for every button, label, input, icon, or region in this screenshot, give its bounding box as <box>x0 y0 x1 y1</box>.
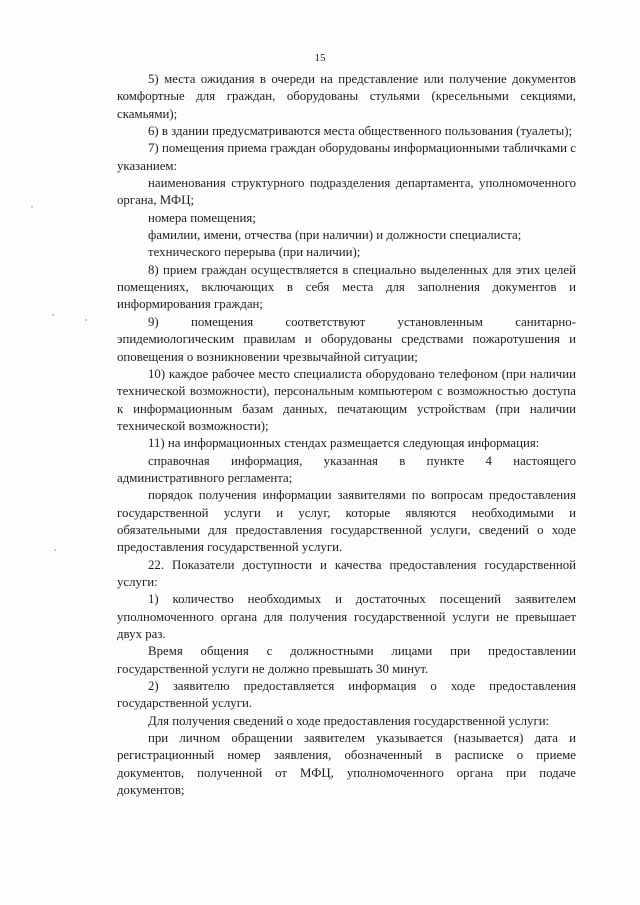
paragraph-accessibility-indicators: 22. Показатели доступности и качества предоставления государственной услуги: <box>117 557 576 589</box>
paragraph-progress-request: Для получения сведений о ходе предоставления государственной услуги: <box>148 713 550 728</box>
paragraph-reception-rooms: 8) прием граждан осуществляется в специально выделенных для этих целей помещениях, включающих в себя места для заполнения документов и информирования граждан; <box>117 262 576 312</box>
paragraph-department-name: наименования структурного подразделения департамента, уполномоченного органа, МФЦ; <box>117 176 576 208</box>
paragraph-visit-count: 1) количество необходимых и достаточных посещений заявителем уполномоченного органа для получения государственной услуги не превышает двух раз. <box>117 592 576 641</box>
document-body <box>117 71 576 799</box>
scan-dust-mark <box>31 206 33 208</box>
paragraph-information-procedure: порядок получения информации заявителями по вопросам предоставления государственной услуги и услуг, которые являются необходимыми и обязательными для предоставления государственной услуги, сведений о ходе предоставления государственной услуги. <box>117 488 576 555</box>
paragraph-information-signs: 7) помещения приема граждан оборудованы информационными табличками с указанием: <box>117 141 576 173</box>
paragraph-specialist-name: фамилии, имени, отчества (при наличии) и должности специалиста; <box>148 228 522 243</box>
paragraph-technical-break: технического перерыва (при наличии); <box>148 245 361 260</box>
scan-dust-mark <box>54 549 56 551</box>
paragraph-waiting-places: 5) места ожидания в очереди на представление или получение документов комфортные для граждан, оборудованы стульями (кресельными секциями, скамьями); <box>117 72 576 121</box>
paragraph-communication-time: Время общения с должностными лицами при предоставлении государственной услуги не должно превышать 30 минут. <box>117 644 576 676</box>
paragraph-public-facilities: 6) в здании предусматриваются места общественного пользования (туалеты); <box>148 124 573 139</box>
paragraph-information-stands: 11) на информационных стендах размещается следующая информация: <box>148 436 540 451</box>
paragraph-reference-information: справочная информация, указанная в пункте 4 настоящего административного регламента; <box>117 453 576 485</box>
page-number: 15 <box>314 52 326 64</box>
paragraph-personal-request: при личном обращении заявителем указывается (называется) дата и регистрационный номер заявления, обозначенный в расписке о приеме документов, полученной от МФЦ, уполномоченного органа при подаче документов; <box>117 731 576 798</box>
paragraph-sanitary-rules: 9) помещения соответствуют установленным санитарно-эпидемиологическим правилам и оборудованы средствами пожаротушения и оповещения о возникновении чрезвычайной ситуации; <box>117 314 576 364</box>
paragraph-workplace-equipment: 10) каждое рабочее место специалиста оборудовано телефоном (при наличии технической возможности), персональным компьютером с возможностью доступа к информационным базам данных, печатающим устройствам (при наличии технической возможности); <box>117 366 576 433</box>
scan-dust-mark <box>85 319 87 321</box>
scan-dust-mark <box>52 314 54 316</box>
paragraph-progress-information: 2) заявителю предоставляется информация о ходе предоставления государственной услуги. <box>117 679 576 711</box>
paragraph-room-number: номера помещения; <box>148 210 256 225</box>
